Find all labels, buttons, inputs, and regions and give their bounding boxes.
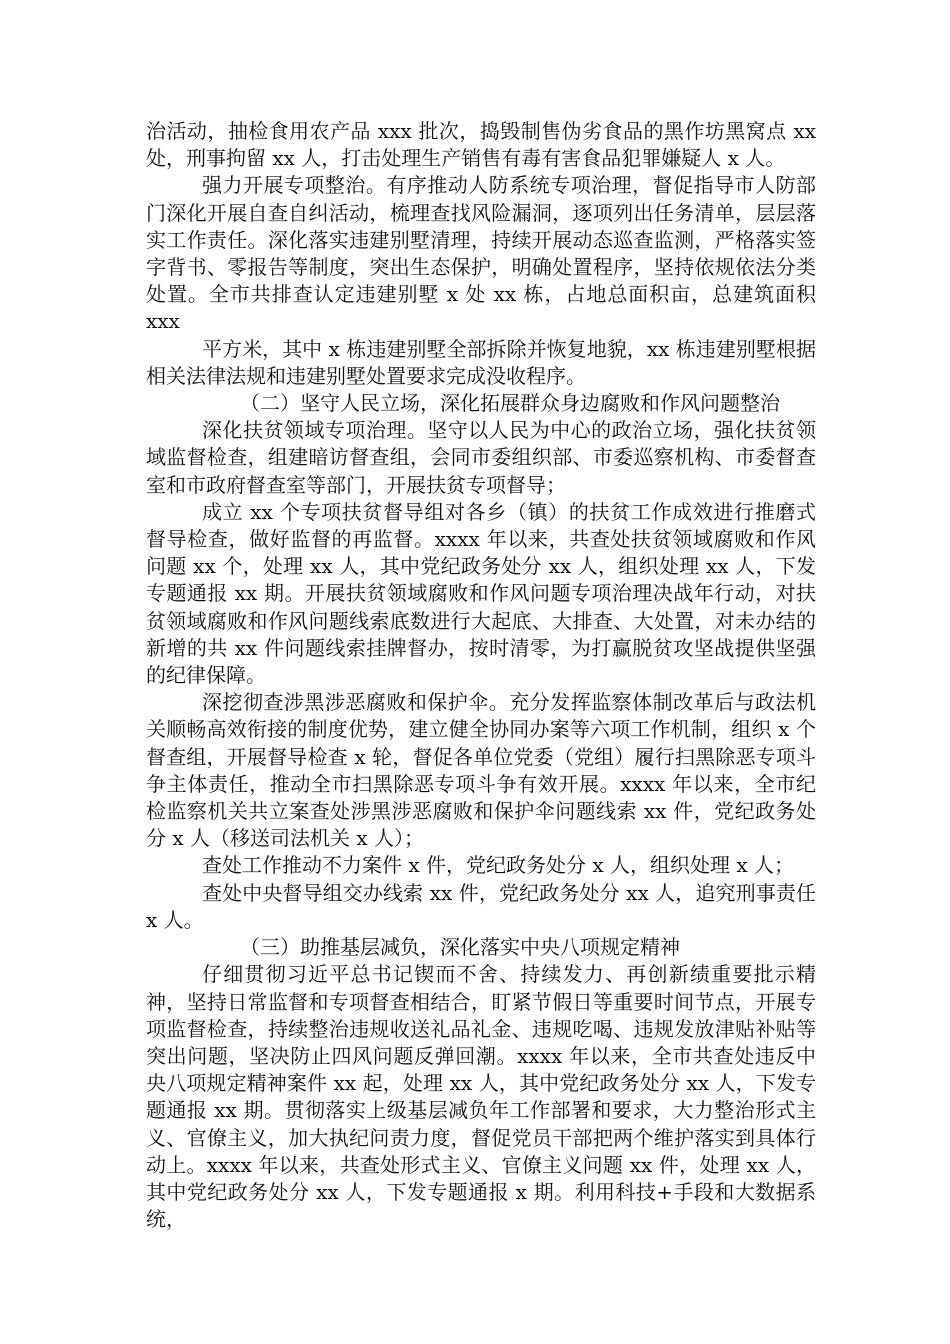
paragraph-poverty-supervision: 成立 xx 个专项扶贫督导组对各乡（镇）的扶贫工作成效进行推磨式督导检查，做好监督的再监督。xxxx 年以来，共查处扶贫领域腐败和作风问题 xx 个，处理 xx 人，其中党纪政务处分 xx 人，组织处理 xx 人，下发专题通报 xx 期。开展扶贫领域腐败和作风问题专项治理决战年行动，对扶贫领域腐败和作风问题线索底数进行大起底、大排查、大处置，对未办结的新增的共 xx 件问题线索挂牌督办，按时清零，为打赢脱贫攻坚战提供坚强的纪律保障。 — [146, 499, 816, 688]
paragraph-poverty-governance: 深化扶贫领域专项治理。坚守以人民为中心的政治立场，强化扶贫领域监督检查，组建暗访督查组，会同市委组织部、市委巡察机构、市委督查室和市政府督查室等部门，开展扶贫专项督导； — [146, 418, 816, 497]
paragraph-central-inspection-leads: 查处中央督导组交办线索 xx 件，党纪政务处分 xx 人，追究刑事责任 x 人。 — [146, 880, 816, 932]
paragraph-anti-gang-corruption: 深挖彻查涉黑涉恶腐败和保护伞。充分发挥监察体制改革后与政法机关顺畅高效衔接的制度优势，建立健全协同办案等六项工作机制，组织 x 个督查组，开展督导检查 x 轮，督促各单位党委（党组）履行扫黑除恶专项斗争主体责任，推动全市扫黑除恶专项斗争有效开展。xxxx 年以来，全市纪检监察机关共立案查处涉黑涉恶腐败和保护伞问题线索 xx 件，党纪政务处分 x 人（移送司法机关 x 人）； — [146, 690, 816, 851]
document-body — [146, 118, 816, 1233]
section-heading-3: （三）助推基层减负，深化落实中央八项规定精神 — [240, 935, 680, 960]
paragraph-special-rectification: 强力开展专项整治。有序推动人防系统专项治理，督促指导市人防部门深化开展自查自纠活动，梳理查找风险漏洞，逐项列出任务清单，层层落实工作责任。深化落实违建别墅清理，持续开展动态巡查监测，严格落实签字背书、零报告等制度，突出生态保护，明确处置程序，坚持依规依法分类处置。全市共排查认定违建别墅 x 处 xx 栋，占地总面积亩，总建筑面积 xxx — [146, 173, 816, 334]
paragraph-ineffective-work-cases: 查处工作推动不力案件 x 件，党纪政务处分 x 人，组织处理 x 人； — [202, 853, 794, 878]
paragraph-villa-demolition: 平方米，其中 x 栋违建别墅全部拆除并恢复地貌，xx 栋违建别墅根据相关法律法规和违建别墅处置要求完成没收程序。 — [146, 336, 816, 388]
paragraph-food-safety-continuation: 治活动，抽检食用农产品 xxx 批次，捣毁制售伪劣食品的黑作坊黑窝点 xx 处，刑事拘留 xx 人，打击处理生产销售有毒有害食品犯罪嫌疑人 x 人。 — [146, 119, 816, 171]
section-heading-2: （二）坚守人民立场，深化拓展群众身边腐败和作风问题整治 — [240, 391, 780, 416]
paragraph-eight-regulations: 仔细贯彻习近平总书记锲而不舍、持续发力、再创新绩重要批示精神，坚持日常监督和专项督查相结合，盯紧节假日等重要时间节点，开展专项监督检查，持续整治违规收送礼品礼金、违规吃喝、违规发放津贴补贴等突出问题，坚决防止四风问题反弹回潮。xxxx 年以来，全市共查处违反中央八项规定精神案件 xx 起，处理 xx 人，其中党纪政务处分 xx 人，下发专题通报 xx 期。贯彻落实上级基层减负年工作部署和要求，大力整治形式主义、官僚主义，加大执纪问责力度，督促党员干部把两个维护落实到具体行动上。xxxx 年以来，共查处形式主义、官僚主义问题 xx 件，处理 xx 人，其中党纪政务处分 xx 人，下发专题通报 x 期。利用科技+手段和大数据系统， — [146, 962, 816, 1232]
